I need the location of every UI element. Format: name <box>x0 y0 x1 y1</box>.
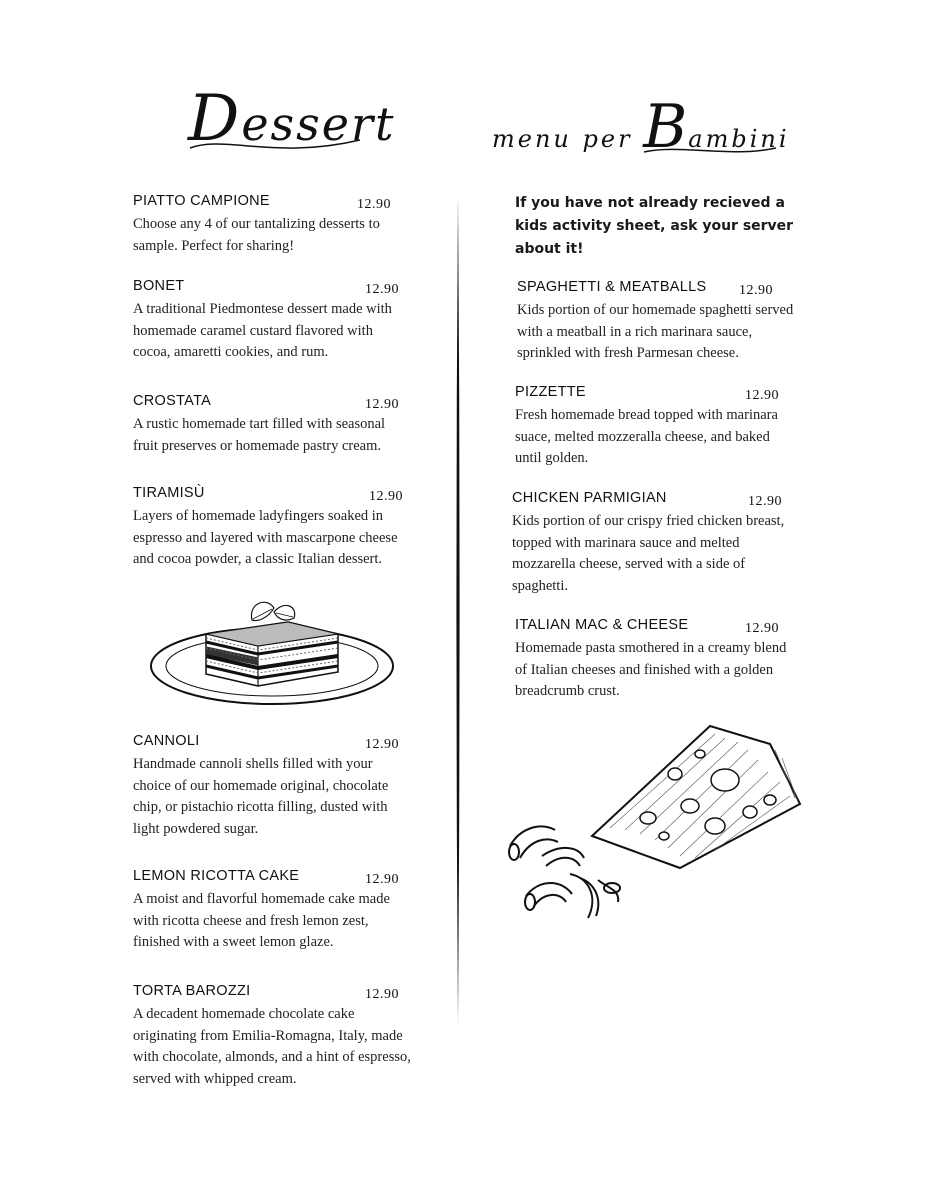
item-description: Fresh homemade bread topped with marinara suace, melted mozzeralla cheese, and baked until golden. <box>515 407 778 466</box>
item-description: Kids portion of our homemade spaghetti served with a meatball in a rich marinara sauce, sprinkled with fresh Parmesan cheese. <box>517 302 794 361</box>
kids-item <box>512 490 797 597</box>
item-description: A rustic homemade tart filled with seasonal fruit preserves or homemade pastry cream. <box>133 416 386 454</box>
item-price: 12.90 <box>745 388 779 403</box>
dessert-heading-initial: D <box>188 82 242 156</box>
item-description: Choose any 4 of our tantalizing desserts to sample. Perfect for sharing! <box>133 216 380 254</box>
kids-item <box>515 617 790 703</box>
item-price: 12.90 <box>369 489 403 504</box>
dessert-heading-swash <box>185 130 365 160</box>
item-price: 12.90 <box>365 397 399 412</box>
column-divider <box>455 195 461 1025</box>
dessert-item <box>133 193 391 257</box>
kids-activity-note: If you have not already recieved a kids activity sheet, ask your server about it! <box>515 195 794 257</box>
item-name: LEMON RICOTTA CAKE <box>133 868 300 884</box>
item-description: A traditional Piedmontese dessert made with homemade caramel custard flavored with cocoa, amaretti cookies, and rum. <box>133 301 392 360</box>
item-name: CANNOLI <box>133 733 200 749</box>
tiramisu-illustration <box>148 582 396 710</box>
item-name: BONET <box>133 278 185 294</box>
item-name: SPAGHETTI & MEATBALLS <box>517 279 707 295</box>
item-description: Handmade cannoli shells filled with your choice of our homemade original, chocolate chip, or pistachio ricotta filling, dusted with light powdered sugar. <box>133 756 389 837</box>
item-name: ITALIAN MAC & CHEESE <box>515 617 689 633</box>
item-name: TIRAMISÙ <box>133 485 205 501</box>
item-price: 12.90 <box>365 872 399 887</box>
item-price: 12.90 <box>745 621 779 636</box>
item-description: Layers of homemade ladyfingers soaked in espresso and layered with mascarpone cheese and cocoa powder, a classic Italian dessert. <box>133 508 398 567</box>
dessert-item <box>133 983 413 1090</box>
item-description: A moist and flavorful homemade cake made with ricotta cheese and fresh lemon zest, finished with a sweet lemon glaze. <box>133 891 390 950</box>
item-price: 12.90 <box>357 197 391 212</box>
kids-item <box>517 279 797 365</box>
dessert-item <box>133 485 413 571</box>
item-description: A decadent homemade chocolate cake originating from Emilia-Romagna, Italy, made with chocolate, almonds, and a hint of espresso, served with whipped cream. <box>133 1006 411 1087</box>
cheese-pasta-illustration <box>500 718 820 940</box>
item-price: 12.90 <box>748 494 782 509</box>
item-price: 12.90 <box>365 987 399 1002</box>
item-name: PIZZETTE <box>515 384 586 400</box>
bambini-heading-swash <box>640 140 780 160</box>
kids-item <box>515 384 785 470</box>
item-price: 12.90 <box>365 282 399 297</box>
dessert-item <box>133 393 399 457</box>
dessert-heading-rest: essert <box>241 97 396 151</box>
item-name: TORTA BAROZZI <box>133 983 251 999</box>
dessert-item <box>133 733 399 840</box>
bambini-heading-initial: B <box>643 92 689 162</box>
bambini-heading-prefix: menu per <box>492 125 633 153</box>
item-description: Homemade pasta smothered in a creamy blend of Italian cheeses and finished with a golden breadcrumb crust. <box>515 640 787 699</box>
item-name: PIATTO CAMPIONE <box>133 193 270 209</box>
item-name: CHICKEN PARMIGIAN <box>512 490 667 506</box>
dessert-item <box>133 278 410 364</box>
item-price: 12.90 <box>365 737 399 752</box>
bambini-heading-rest: ambini <box>688 125 790 153</box>
item-price: 12.90 <box>739 283 773 298</box>
item-name: CROSTATA <box>133 393 212 409</box>
dessert-item <box>133 868 405 954</box>
item-description: Kids portion of our crispy fried chicken breast, topped with marinara sauce and melted mozzarella cheese, served with a side of spaghetti. <box>512 513 785 594</box>
